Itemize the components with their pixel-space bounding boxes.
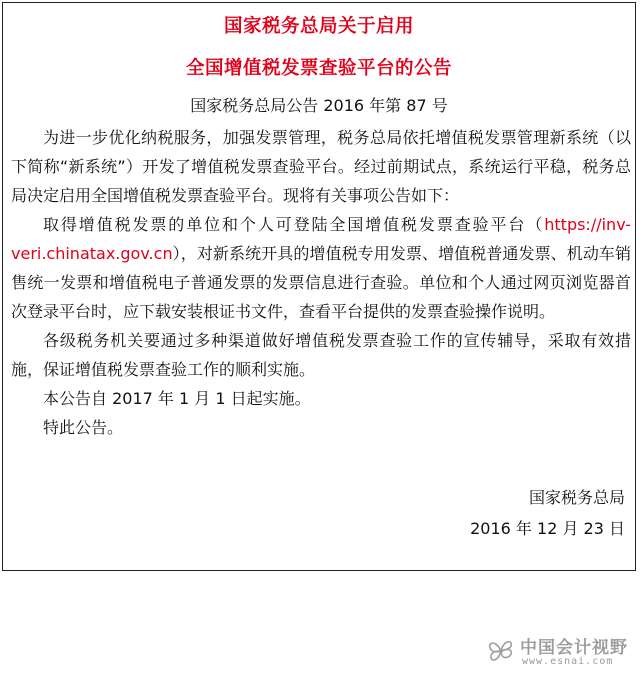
signature-date: 2016 年 12 月 23 日 [470,519,625,538]
notice-title-line2: 全国增值税发票查验平台的公告 [185,58,452,79]
paragraph-platform-text-after: ），对新系统开具的增值税专用发票、增值税普通发票、机动车销售统一发票和增值税电子普通发票的发票信息进行查验。单位和个人通过网页浏览器首次登录平台时，应下载安装根证书文件，查看平台提供的发票查验操作说明。 [11,244,631,321]
notice-body [11,123,631,442]
watermark-url: www.esnai.com [522,656,614,667]
watermark [484,632,634,674]
paragraph-platform-text-before: 取得增值税发票的单位和个人可登陆全国增值税发票查验平台（ [43,215,545,234]
signature-organization: 国家税务总局 [528,488,625,507]
esnai-logo-icon [484,634,518,668]
platform-url-link[interactable]: https://inv-veri.chinatax.gov.cn [11,215,631,263]
document-number: 国家税务总局公告 2016 年第 87 号 [190,96,448,115]
paragraph-intro: 为进一步优化纳税服务，加强发票管理，税务总局依托增值税发票管理新系统（以下简称“新系统”）开发了增值税发票查验平台。经过前期试点，系统运行平稳，税务总局决定启用全国增值税发票查验平台。现将有关事项公告如下： [11,128,631,205]
paragraph-publicity: 各级税务机关要通过多种渠道做好增值税发票查验工作的宣传辅导，采取有效措施，保证增值税发票查验工作的顺利实施。 [11,331,631,379]
watermark-name: 中国会计视野 [520,638,628,658]
paragraph-closing: 特此公告。 [43,418,124,437]
paragraph-platform [11,210,631,326]
notice-frame [2,2,636,571]
notice-title-line1: 国家税务总局关于启用 [223,16,414,37]
paragraph-effective-date: 本公告自 2017 年 1 月 1 日起实施。 [43,389,311,408]
